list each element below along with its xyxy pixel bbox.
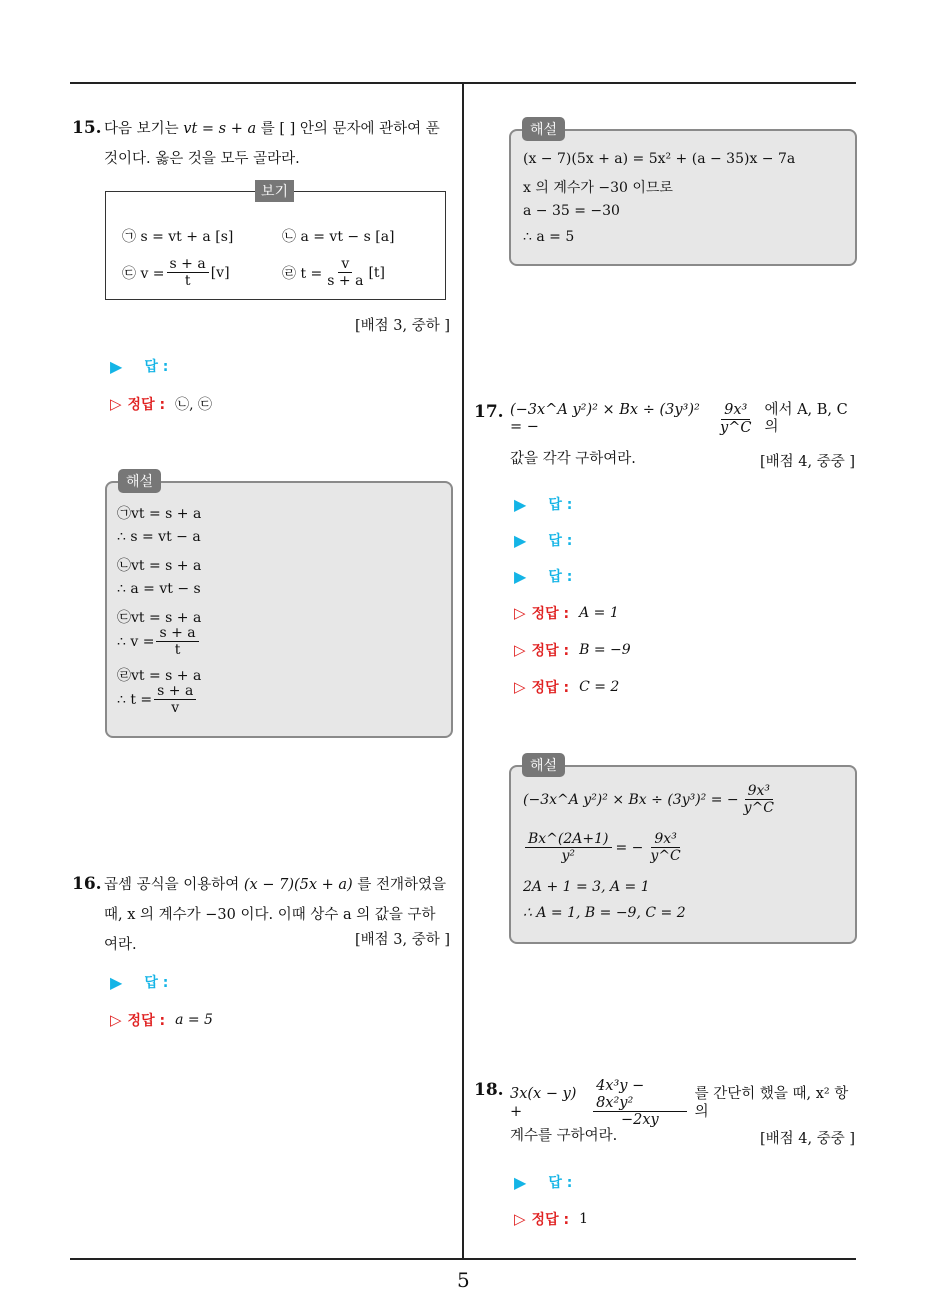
q17-score: [배점 4, 중중 ] (760, 454, 856, 470)
q18-correct-value: 1 (579, 1211, 588, 1227)
correct-arrow-icon: ▷ (514, 1210, 526, 1228)
answer-arrow-icon: ▶ (514, 530, 527, 550)
q15-sol-line-6: ∴ v = $\frac{s + a}{t}$ (117, 625, 201, 658)
correct-label: 정답 : (127, 397, 166, 413)
q18-correct-row (514, 1209, 588, 1229)
q17-solution-tag: 해설 (522, 753, 565, 777)
q15-score: [배점 3, 중하 ] (355, 318, 451, 334)
correct-label: 정답 : (531, 606, 570, 622)
q16-sol-line-4: ∴ a = 5 (523, 229, 575, 245)
answer-label: 답 : (548, 497, 573, 513)
q15-sol-line-7: ㉣vt = s + a (117, 668, 202, 684)
q17-correct-value-1: A = 1 (579, 605, 619, 621)
q15-correct-row (110, 394, 212, 414)
q18-line-1: 3x(x − y) + $\frac{\text{4x³y − 8x²y²}}{-2xy}$ 를 간단히 했을 때, x² 항의 (510, 1078, 849, 1129)
q16-text: 곱셈 공식을 이용하여 (x − 7)(5x + a) 를 전개하였을 때, x 의 계수가 −30 이다. 이때 상수 a 의 값을 구하 여라. (104, 877, 446, 953)
q17-line-2: 값을 각각 구하여라. (510, 451, 636, 467)
correct-label: 정답 : (127, 1013, 166, 1029)
q17-line-1: (−3x^A y²)² × Bx ÷ (3y³)² = − $\frac{\text{9x³}}{y\^{}C}$ 에서 A, B, C 의 (510, 402, 848, 436)
q15-sol-line-8: ∴ t = $\frac{s + a}{v}$ (117, 683, 198, 716)
q15-choice-2: ㉡ a = vt − s [a] (282, 229, 395, 245)
correct-arrow-icon: ▷ (110, 1011, 122, 1029)
q16-solution-tag: 해설 (522, 117, 565, 141)
q16-answer-row (110, 972, 168, 992)
q17-answer-row-3 (514, 566, 572, 586)
q15-sol-line-1: ㉠vt = s + a (117, 506, 202, 522)
correct-label: 정답 : (531, 1212, 570, 1228)
answer-arrow-icon: ▶ (110, 972, 123, 992)
answer-label: 답 : (144, 975, 169, 991)
q15-text: 다음 보기는 vt = s + a 를 [ ] 안의 문자에 관하여 푼 것이다. 옳은 것을 모두 골라라. (104, 121, 440, 167)
q16-score: [배점 3, 중하 ] (355, 932, 451, 948)
correct-arrow-icon: ▷ (514, 641, 526, 659)
q15-answer-row (110, 356, 168, 376)
answer-arrow-icon: ▶ (110, 356, 123, 376)
q16-correct-value: a = 5 (175, 1012, 213, 1028)
q17-answer-row-2 (514, 530, 572, 550)
q18-number: 18. (474, 1080, 504, 1100)
q15-sol-line-5: ㉢vt = s + a (117, 610, 202, 626)
q15-choice-3: ㉢ v = $\frac{s + a}{t}$ [v] (122, 256, 230, 290)
q16-correct-row (110, 1010, 213, 1030)
q18-score: [배점 4, 중중 ] (760, 1131, 856, 1147)
q17-correct-row-2 (514, 640, 631, 660)
q18-answer-row (514, 1172, 572, 1192)
q15-correct-value: ㉡, ㉢ (175, 397, 212, 413)
q15-solution-box (105, 481, 453, 738)
correct-arrow-icon: ▷ (110, 395, 122, 413)
q15-choice-1: ㉠ s = vt + a [s] (122, 229, 234, 245)
q18-line-2: 계수를 구하여라. (510, 1128, 618, 1144)
q15-solution-tag: 해설 (118, 469, 161, 493)
q17-sol-line-1: (−3x^A y²)² × Bx ÷ (3y³)² = − $\frac{\text{9x³}}{y\^{}C}$ (523, 783, 775, 817)
answer-arrow-icon: ▶ (514, 494, 527, 514)
correct-arrow-icon: ▷ (514, 604, 526, 622)
q15-number: 15. (72, 118, 102, 138)
page-number: 5 (457, 1268, 470, 1292)
q17-solution-box (509, 765, 857, 944)
q17-sol-line-4: ∴ A = 1, B = −9, C = 2 (523, 905, 686, 921)
q17-answer-row-1 (514, 494, 572, 514)
q17-number: 17. (474, 402, 504, 422)
center-divider (462, 82, 464, 1260)
correct-label: 정답 : (531, 680, 570, 696)
q17-sol-line-3: 2A + 1 = 3, A = 1 (523, 879, 650, 895)
q15-bogi-tag: 보기 (255, 180, 294, 202)
q17-correct-row-3 (514, 677, 619, 697)
bottom-rule (70, 1258, 856, 1260)
q15-bogi-box (105, 191, 446, 300)
answer-label: 답 : (548, 533, 573, 549)
answer-label: 답 : (144, 359, 169, 375)
answer-arrow-icon: ▶ (514, 566, 527, 586)
q17-correct-row-1 (514, 603, 619, 623)
q16-solution-box (509, 129, 857, 266)
correct-label: 정답 : (531, 643, 570, 659)
q17-correct-value-3: C = 2 (579, 679, 620, 695)
q16-number: 16. (72, 874, 102, 894)
q17-correct-value-2: B = −9 (579, 642, 631, 658)
q17-sol-line-2: $\frac{Bx\^{}(2A+1)}{\text{y²}}$ = − $\frac{\text{9x³}}{y\^{}C}$ (523, 831, 686, 864)
q16-sol-line-1: (x − 7)(5x + a) = 5x² + (a − 35)x − 7a (523, 151, 796, 167)
answer-label: 답 : (548, 1175, 573, 1191)
q16-sol-line-2: x 의 계수가 −30 이므로 (523, 180, 673, 196)
q15-sol-line-2: ∴ s = vt − a (117, 529, 201, 545)
q15-sol-line-3: ㉡vt = s + a (117, 558, 202, 574)
q16-sol-line-3: a − 35 = −30 (523, 203, 620, 219)
q15-choice-4: ㉣ t = $\frac{v}{s + a}$ [t] (282, 256, 385, 290)
answer-arrow-icon: ▶ (514, 1172, 527, 1192)
correct-arrow-icon: ▷ (514, 678, 526, 696)
answer-label: 답 : (548, 569, 573, 585)
q15-sol-line-4: ∴ a = vt − s (117, 581, 201, 597)
